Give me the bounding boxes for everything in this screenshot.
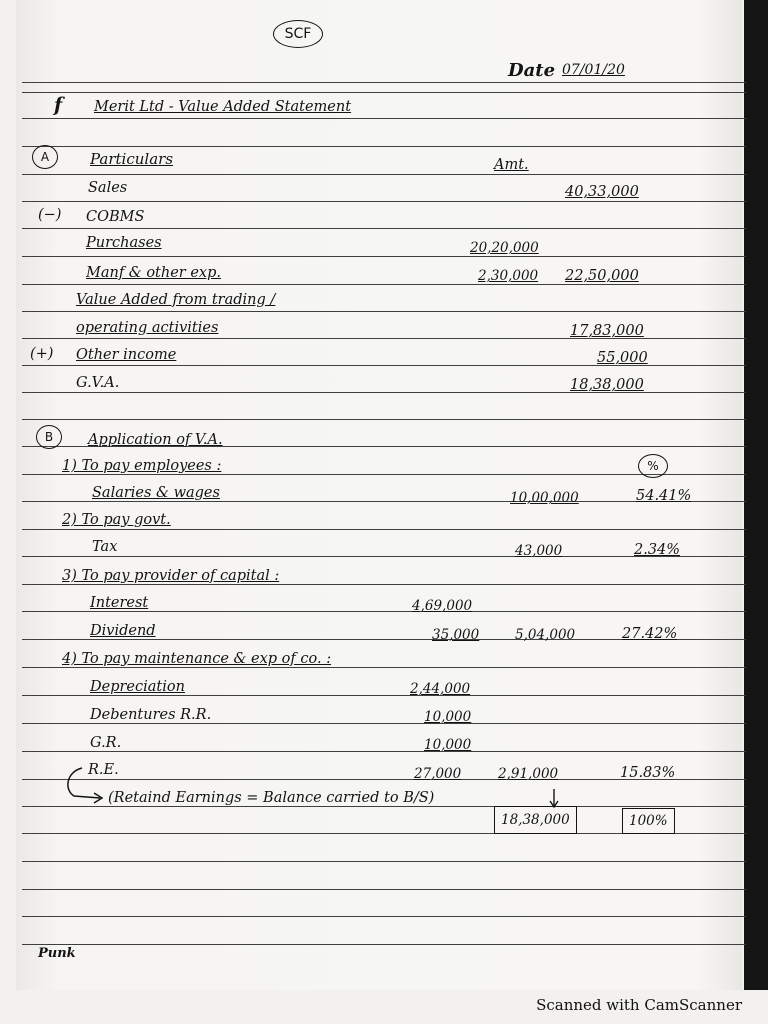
cobms-label: COBMS <box>86 209 145 225</box>
gr-label: G.R. <box>90 735 122 751</box>
section-b-heading: Application of V.A. <box>88 432 223 448</box>
purchases-label: Purchases <box>86 235 162 251</box>
section-b-marker-letter: B <box>44 430 54 444</box>
salaries-amount: 10,00,000 <box>510 490 579 506</box>
va-total: 17,83,000 <box>570 323 644 339</box>
capital-heading: 3) To pay provider of capital : <box>62 568 280 584</box>
depreciation-label: Depreciation <box>90 679 185 695</box>
salaries-label: Salaries & wages <box>92 485 220 501</box>
re-percent: 15.83% <box>620 765 676 781</box>
tax-percent: 2.34% <box>634 542 681 558</box>
re-label: R.E. <box>88 762 119 778</box>
cobms-sign: (−) <box>38 207 62 223</box>
tax-label: Tax <box>92 539 118 555</box>
grand-total-box <box>494 806 577 834</box>
va-line-1: Value Added from trading / <box>76 292 276 308</box>
dividend-percent: 27.42% <box>622 626 678 642</box>
percent-column-symbol: % <box>647 459 659 473</box>
grand-total-value: 18,38,000 <box>501 812 570 828</box>
mfg-amount: 2,30,000 <box>478 268 539 284</box>
grand-percent-value: 100% <box>629 813 668 829</box>
govt-heading: 2) To pay govt. <box>62 512 171 528</box>
debentures-amount: 10,000 <box>424 709 472 725</box>
maintenance-heading: 4) To pay maintenance & exp of co. : <box>62 651 332 667</box>
other-income-label: Other income <box>76 347 177 363</box>
employees-heading: 1) To pay employees : <box>62 458 222 474</box>
va-line-2: operating activities <box>76 320 219 336</box>
gva-label: G.V.A. <box>76 375 120 391</box>
scf-tag <box>273 20 323 48</box>
mfg-total: 22,50,000 <box>565 268 639 284</box>
grand-percent-box <box>622 808 675 834</box>
other-income-sign: (+) <box>30 346 54 362</box>
title-marker: f <box>54 94 63 116</box>
section-a-heading: Particulars <box>90 150 174 168</box>
dividend-subtotal: 5,04,000 <box>515 627 576 643</box>
re-amount: 27,000 <box>414 766 462 782</box>
amount-heading: Amt. <box>494 157 529 173</box>
interest-amount: 4,69,000 <box>412 598 473 614</box>
section-a-marker-letter: A <box>40 150 50 164</box>
date-label: Date <box>508 60 556 81</box>
re-subtotal: 2,91,000 <box>498 766 559 782</box>
salaries-percent: 54.41% <box>636 488 692 504</box>
depreciation-amount: 2,44,000 <box>410 681 471 697</box>
sales-total: 40,33,000 <box>565 184 639 200</box>
scf-tag-label: SCF <box>284 26 312 42</box>
section-a-marker <box>32 145 58 169</box>
gva-total: 18,38,000 <box>570 377 644 393</box>
scanner-watermark: Scanned with CamScanner <box>536 996 742 1014</box>
interest-label: Interest <box>90 595 149 611</box>
section-b-marker <box>36 425 62 449</box>
gr-amount: 10,000 <box>424 737 472 753</box>
page-edge-shadow <box>744 0 768 990</box>
purchases-amount: 20,20,000 <box>470 240 539 256</box>
debentures-label: Debentures R.R. <box>90 707 212 723</box>
dividend-amount: 35,000 <box>432 627 480 643</box>
percent-column-marker <box>638 454 668 478</box>
tax-amount: 43,000 <box>515 543 563 559</box>
re-note: (Retaind Earnings = Balance carried to B/S) <box>108 790 435 806</box>
page-title: Merit Ltd - Value Added Statement <box>94 99 352 115</box>
dividend-label: Dividend <box>90 623 156 639</box>
sales-label: Sales <box>88 180 128 196</box>
mfg-label: Manf & other exp. <box>86 265 221 281</box>
other-income-total: 55,000 <box>597 350 648 366</box>
brand-mark: Punk <box>38 946 76 961</box>
date-value: 07/01/20 <box>562 62 625 78</box>
